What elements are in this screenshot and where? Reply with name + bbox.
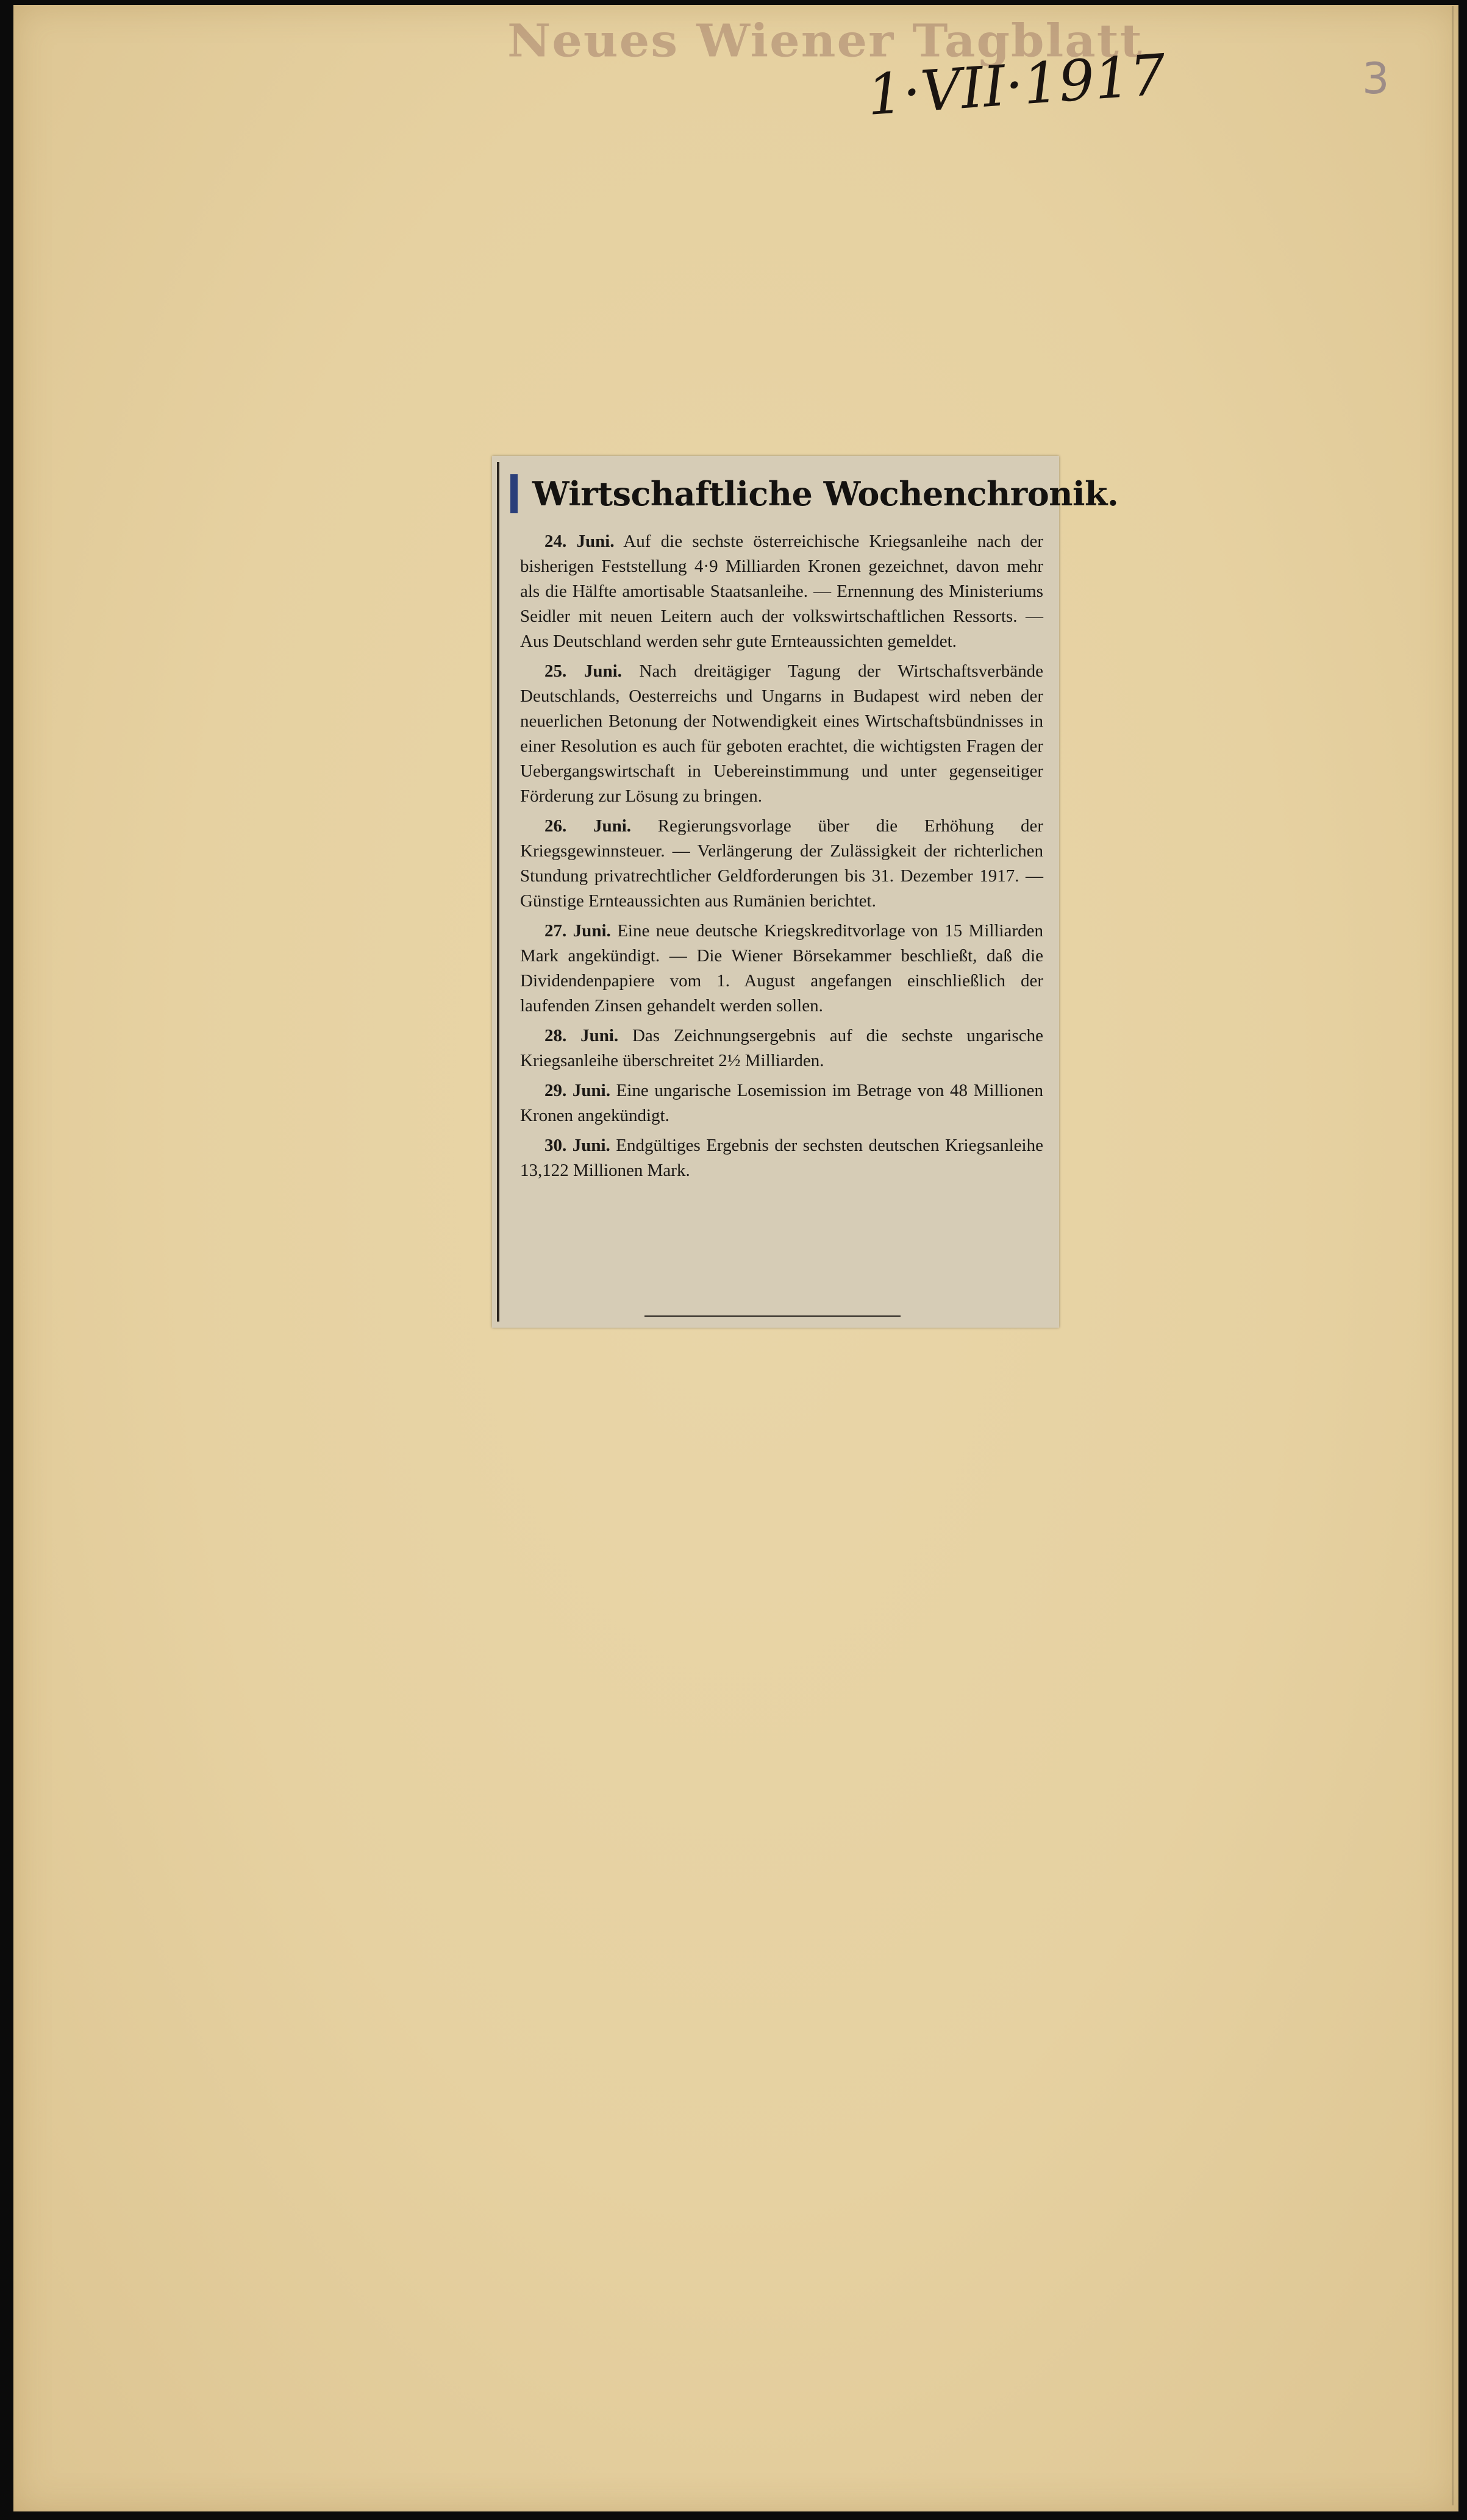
clipping-headline: Wirtschaftliche Wochenchronik. <box>532 474 1119 513</box>
entry-text: Endgültiges Ergebnis der sechsten deutschen Kriegsanleihe 13,122 Millionen Mark. <box>520 1136 1043 1180</box>
title-marker <box>510 474 518 513</box>
entry-text: Auf die sechste österreichische Kriegsanleihe nach der bisherigen Feststellung 4·9 Milliarden Kronen gezeichnet, davon mehr als die Hälfte amortisable Staatsanleihe. — Ernennung des Ministeriums Seidler mit neuen Leitern auch der volkswirtschaftlichen Ressorts. — Aus Deutschland werden sehr gute Ernteaussichten gemeldet. <box>520 532 1043 651</box>
entry-date: 30. Juni. <box>544 1136 610 1155</box>
archive-sheet <box>13 5 1458 2511</box>
newspaper-stamp: Neues Wiener Tagblatt <box>507 15 1143 68</box>
entry-date: 24. Juni. <box>544 532 615 551</box>
chronicle-entry <box>520 1023 1043 1073</box>
entry-date: 27. Juni. <box>544 921 611 941</box>
chronicle-entry <box>520 1133 1043 1183</box>
closing-rule <box>644 1315 901 1317</box>
chronicle-entry <box>520 659 1043 809</box>
chronicle-entry <box>520 1078 1043 1128</box>
newspaper-clipping <box>492 456 1119 1328</box>
entry-date: 26. Juni. <box>544 816 632 836</box>
entry-text: Nach dreitägiger Tagung der Wirtschaftsverbände Deutschlands, Oesterreichs und Ungarns in Budapest wird neben der neuerlichen Betonung der Notwendigkeit eines Wirtschaftsbündnisses in einer Resolution es auch für geboten erachtet, die wichtigsten Fragen der Uebergangswirtschaft in Uebereinstimmung und unter gegenseitiger Förderung zur Lösung zu bringen. <box>520 661 1043 806</box>
entry-date: 28. Juni. <box>544 1026 619 1045</box>
chronicle-entry <box>520 529 1043 654</box>
entry-text: Das Zeichnungsergebnis auf die sechste ungarische Kriegsanleihe überschreitet 2½ Milliarden. <box>520 1026 1043 1070</box>
entry-date: 29. Juni. <box>544 1081 610 1100</box>
entry-text: Regierungsvorlage über die Erhöhung der Kriegsgewinnsteuer. — Verlängerung der Zulässigkeit der richterlichen Stundung privatrechtlicher Geldforderungen bis 31. Dezember 1917. — Günstige Ernteaussichten aus Rumänien berichtet. <box>520 816 1043 911</box>
entry-text: Eine ungarische Losemission im Betrage von 48 Millionen Kronen angekündigt. <box>520 1081 1043 1125</box>
entry-date: 25. Juni. <box>544 661 622 681</box>
chronicle-entry <box>520 814 1043 914</box>
handwritten-date: 1·VII·1917 <box>865 42 1168 128</box>
entry-text: Eine neue deutsche Kriegskreditvorlage von 15 Milliarden Mark angekündigt. — Die Wiener Börsekammer beschließt, daß die Dividendenpapiere vom 1. August angefangen einschließlich der laufenden Zinsen gehandelt werden sollen. <box>520 921 1043 1016</box>
page-number: 3 <box>1362 54 1390 104</box>
sheet-edge <box>1452 6 1454 2505</box>
chronicle-entry <box>520 919 1043 1019</box>
